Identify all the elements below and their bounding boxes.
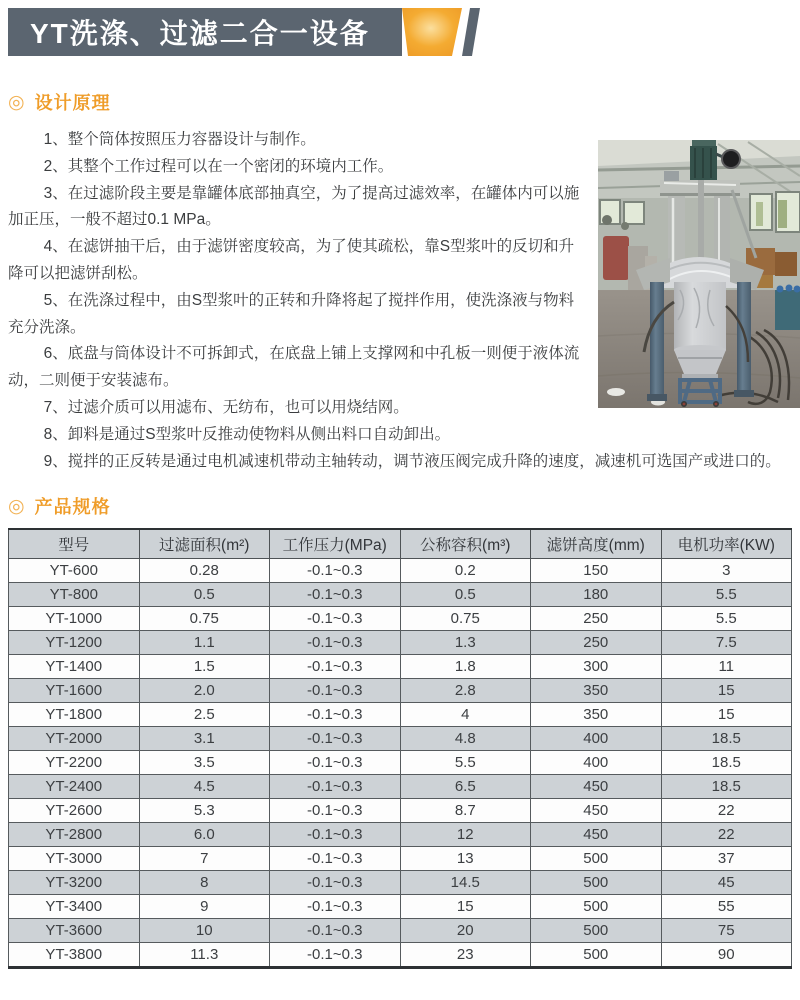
spec-cell: 250 — [531, 607, 662, 631]
spec-cell: 6.0 — [139, 823, 270, 847]
table-row — [9, 871, 792, 895]
spec-table — [8, 528, 792, 969]
table-row — [9, 919, 792, 943]
table-row — [9, 823, 792, 847]
spec-cell: 2.0 — [139, 679, 270, 703]
table-row — [9, 727, 792, 751]
spec-cell: 45 — [661, 871, 792, 895]
table-row — [9, 655, 792, 679]
spec-column-header: 过滤面积(m²) — [139, 529, 270, 559]
spec-cell: 450 — [531, 799, 662, 823]
spec-cell: 450 — [531, 775, 662, 799]
title-bar — [8, 8, 792, 56]
spec-cell: 15 — [400, 895, 531, 919]
table-row — [9, 751, 792, 775]
spec-cell: 8.7 — [400, 799, 531, 823]
spec-cell: 250 — [531, 631, 662, 655]
spec-cell: 500 — [531, 919, 662, 943]
spec-cell: -0.1~0.3 — [270, 655, 401, 679]
spec-cell: 75 — [661, 919, 792, 943]
spec-cell: 350 — [531, 703, 662, 727]
spec-cell: 1.3 — [400, 631, 531, 655]
table-row — [9, 583, 792, 607]
spec-cell: 0.75 — [139, 607, 270, 631]
design-item: 1、整个筒体按照压力容器设计与制作。 — [43, 131, 316, 148]
design-item: 9、搅拌的正反转是通过电机减速机带动主轴转动，调节液压阀完成升降的速度，减速机可选国产或进口的。 — [43, 452, 781, 470]
section-bullet-icon: ◎ — [8, 91, 26, 113]
spec-cell: 5.5 — [661, 583, 792, 607]
spec-cell: -0.1~0.3 — [270, 895, 401, 919]
spec-cell: 500 — [531, 895, 662, 919]
spec-header-row — [9, 529, 792, 559]
spec-cell: YT-800 — [9, 583, 140, 607]
table-row — [9, 607, 792, 631]
spec-cell: -0.1~0.3 — [270, 943, 401, 968]
spec-cell: -0.1~0.3 — [270, 919, 401, 943]
spec-cell: 8 — [139, 871, 270, 895]
spec-cell: YT-2200 — [9, 751, 140, 775]
spec-cell: 400 — [531, 727, 662, 751]
title-bar-plate — [8, 8, 402, 56]
spec-cell: 15 — [661, 703, 792, 727]
spec-column-header: 工作压力(MPa) — [270, 529, 401, 559]
spec-cell: 3 — [661, 559, 792, 583]
spec-cell: YT-3200 — [9, 871, 140, 895]
spec-table-body — [9, 559, 792, 968]
table-row — [9, 895, 792, 919]
spec-cell: 18.5 — [661, 751, 792, 775]
spec-cell: YT-1200 — [9, 631, 140, 655]
spec-cell: 37 — [661, 847, 792, 871]
spec-cell: 2.5 — [139, 703, 270, 727]
spec-cell: YT-1600 — [9, 679, 140, 703]
spec-cell: 18.5 — [661, 775, 792, 799]
spec-cell: 450 — [531, 823, 662, 847]
spec-cell: 1.8 — [400, 655, 531, 679]
spec-cell: 0.5 — [139, 583, 270, 607]
spec-cell: 0.2 — [400, 559, 531, 583]
design-heading: 设计原理 — [34, 93, 111, 113]
spec-cell: 500 — [531, 943, 662, 968]
spec-cell: -0.1~0.3 — [270, 679, 401, 703]
spec-cell: -0.1~0.3 — [270, 559, 401, 583]
spec-cell: 14.5 — [400, 871, 531, 895]
spec-cell: 400 — [531, 751, 662, 775]
spec-cell: YT-3800 — [9, 943, 140, 968]
design-item: 3、在过滤阶段主要是靠罐体底部抽真空，为了提高过滤效率，在罐体内可以施加正压，一般不超过0.1 MPa。 — [8, 184, 580, 229]
design-item: 7、过滤介质可以用滤布、无纺布，也可以用烧结网。 — [43, 398, 409, 416]
spec-cell: 2.8 — [400, 679, 531, 703]
spec-cell: 6.5 — [400, 775, 531, 799]
spec-cell: 350 — [531, 679, 662, 703]
spec-cell: YT-3600 — [9, 919, 140, 943]
table-row — [9, 847, 792, 871]
spec-cell: 9 — [139, 895, 270, 919]
design-item: 5、在洗涤过程中，由S型浆叶的正转和升降将起了搅拌作用，使洗涤液与物料充分洗涤。 — [8, 291, 575, 336]
spec-cell: 18.5 — [661, 727, 792, 751]
spec-cell: 20 — [400, 919, 531, 943]
spec-cell: 13 — [400, 847, 531, 871]
spec-cell: 7 — [139, 847, 270, 871]
design-item: 4、在滤饼抽干后，由于滤饼密度较高，为了使其疏松，靠S型浆叶的反切和升降可以把滤饼刮松。 — [8, 238, 575, 282]
spec-cell: -0.1~0.3 — [270, 607, 401, 631]
table-row — [9, 943, 792, 968]
spec-column-header: 型号 — [9, 529, 140, 559]
spec-cell: YT-3400 — [9, 895, 140, 919]
spec-cell: 0.28 — [139, 559, 270, 583]
spec-cell: 180 — [531, 583, 662, 607]
spec-cell: YT-600 — [9, 559, 140, 583]
spec-cell: -0.1~0.3 — [270, 823, 401, 847]
spec-cell: 1.5 — [139, 655, 270, 679]
spec-cell: YT-3000 — [9, 847, 140, 871]
spec-cell: 0.75 — [400, 607, 531, 631]
spec-cell: 11.3 — [139, 943, 270, 968]
spec-cell: YT-1000 — [9, 607, 140, 631]
spec-cell: YT-2000 — [9, 727, 140, 751]
spec-cell: YT-1400 — [9, 655, 140, 679]
spec-cell: 0.5 — [400, 583, 531, 607]
spec-cell: YT-2800 — [9, 823, 140, 847]
spec-cell: 4 — [400, 703, 531, 727]
design-item: 2、其整个工作过程可以在一个密闭的环境内工作。 — [43, 157, 394, 175]
spec-cell: 90 — [661, 943, 792, 968]
spec-cell: 22 — [661, 799, 792, 823]
spec-cell: 15 — [661, 679, 792, 703]
table-row — [9, 775, 792, 799]
spec-cell: 3.1 — [139, 727, 270, 751]
spec-cell: 23 — [400, 943, 531, 968]
spec-cell: 55 — [661, 895, 792, 919]
spec-cell: 10 — [139, 919, 270, 943]
spec-cell: 22 — [661, 823, 792, 847]
table-row — [9, 799, 792, 823]
table-row — [9, 559, 792, 583]
spec-cell: -0.1~0.3 — [270, 799, 401, 823]
spec-cell: 1.1 — [139, 631, 270, 655]
spec-cell: 3.5 — [139, 751, 270, 775]
table-row — [9, 631, 792, 655]
spec-cell: -0.1~0.3 — [270, 583, 401, 607]
spec-cell: 5.3 — [139, 799, 270, 823]
title-decoration-icon — [400, 8, 488, 56]
spec-cell: 500 — [531, 871, 662, 895]
spec-cell: -0.1~0.3 — [270, 703, 401, 727]
equipment-photo — [598, 140, 800, 408]
spec-cell: 7.5 — [661, 631, 792, 655]
spec-cell: 11 — [661, 655, 792, 679]
spec-cell: -0.1~0.3 — [270, 871, 401, 895]
specs-heading: 产品规格 — [34, 497, 111, 518]
spec-cell: YT-2600 — [9, 799, 140, 823]
spec-cell: YT-2400 — [9, 775, 140, 799]
spec-cell: 300 — [531, 655, 662, 679]
spec-cell: 12 — [400, 823, 531, 847]
spec-cell: -0.1~0.3 — [270, 631, 401, 655]
design-body — [0, 127, 800, 475]
spec-cell: 5.5 — [400, 751, 531, 775]
spec-cell: YT-1800 — [9, 703, 140, 727]
spec-cell: 4.8 — [400, 727, 531, 751]
specs-heading-row — [8, 493, 800, 519]
spec-cell: 150 — [531, 559, 662, 583]
table-row — [9, 703, 792, 727]
table-row — [9, 679, 792, 703]
spec-cell: 500 — [531, 847, 662, 871]
section-bullet-icon: ◎ — [8, 495, 26, 517]
spec-cell: -0.1~0.3 — [270, 847, 401, 871]
design-item: 6、底盘与筒体设计不可拆卸式，在底盘上铺上支撑网和中孔板一则便于液体流动，二则便于安装滤布。 — [8, 345, 580, 390]
spec-column-header: 滤饼高度(mm) — [531, 529, 662, 559]
specs-section — [0, 493, 800, 969]
page-title: YT洗涤、过滤二合一设备 — [30, 18, 370, 49]
design-item: 8、卸料是通过S型浆叶反推动使物料从侧出料口自动卸出。 — [43, 425, 451, 443]
spec-column-header: 电机功率(KW) — [661, 529, 792, 559]
spec-cell: 5.5 — [661, 607, 792, 631]
spec-cell: -0.1~0.3 — [270, 751, 401, 775]
spec-cell: -0.1~0.3 — [270, 727, 401, 751]
spec-cell: 4.5 — [139, 775, 270, 799]
spec-column-header: 公称容积(m³) — [400, 529, 531, 559]
design-heading-row — [8, 89, 800, 115]
spec-cell: -0.1~0.3 — [270, 775, 401, 799]
design-section — [0, 89, 800, 475]
